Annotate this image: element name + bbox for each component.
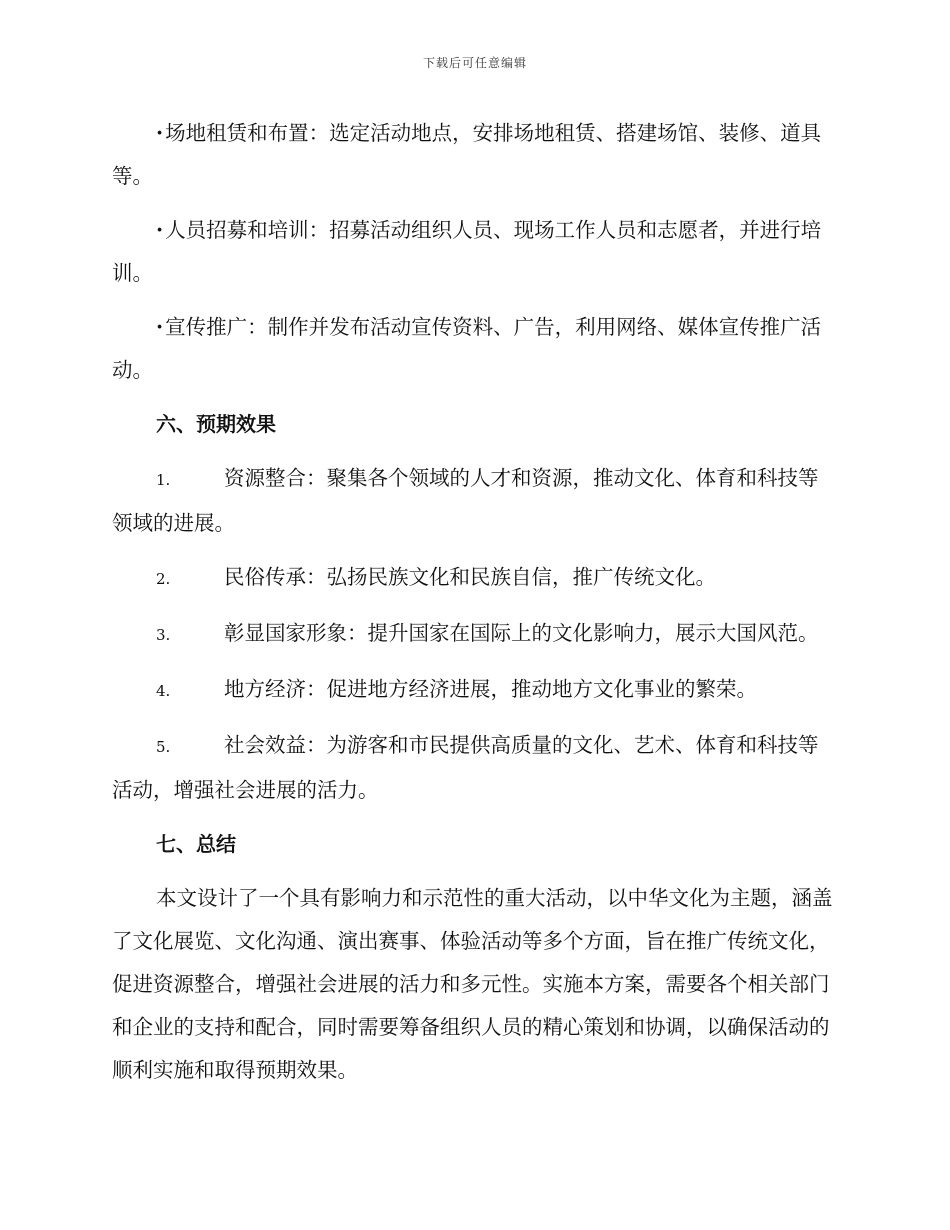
numbered-item	[112, 668, 836, 713]
bullet-text: 场地租赁和布置：选定活动地点，安排场地租赁、搭建场馆、装修、道具等。	[112, 121, 822, 188]
item-text: 民俗传承：弘扬民族文化和民族自信，推广传统文化。	[224, 565, 716, 589]
item-text: 资源整合：聚集各个领域的人才和资源，推动文化、体育和科技等领域的进展。	[112, 466, 819, 535]
item-number: 3.	[156, 626, 171, 644]
section-heading-summary: 七、总结	[156, 832, 236, 856]
item-number: 5.	[156, 738, 171, 756]
item-text: 社会效益：为游客和市民提供高质量的文化、艺术、体育和科技等活动，增强社会进展的活力。	[112, 733, 819, 802]
page-header: 下载后可任意编辑	[422, 56, 527, 70]
numbered-item	[112, 457, 836, 545]
summary-paragraph: 本文设计了一个具有影响力和示范性的重大活动，以中华文化为主题，涵盖了文化展览、文化沟通、演出赛事、体验活动等多个方面，旨在推广传统文化，促进资源整合，增强社会进展的活力和多元性。实施本方案，需要各个相关部门和企业的支持和配合，同时需要筹备组织人员的精心策划和协调，以确保活动的顺利实施和取得预期效果。	[112, 886, 833, 1082]
item-text: 彰显国家形象：提升国家在国际上的文化影响力，展示大国风范。	[224, 621, 819, 645]
bullet-paragraph	[112, 209, 836, 295]
bullet-text: 宣传推广：制作并发布活动宣传资料、广告，利用网络、媒体宣传推广活动。	[112, 315, 822, 382]
bullet-dot-icon: ·	[156, 121, 164, 145]
numbered-item	[112, 612, 836, 657]
bullet-paragraph	[112, 306, 836, 392]
item-text: 地方经济：促进地方经济进展，推动地方文化事业的繁荣。	[224, 677, 757, 701]
bullet-text: 人员招募和培训：招募活动组织人员、现场工作人员和志愿者，并进行培训。	[112, 218, 822, 285]
bullet-dot-icon: ·	[156, 315, 164, 339]
bullet-dot-icon: ·	[156, 218, 164, 242]
item-number: 4.	[156, 682, 171, 700]
bullet-paragraph	[112, 112, 836, 198]
numbered-item	[112, 556, 836, 601]
page-content	[112, 112, 836, 1092]
section-heading-expected-effects: 六、预期效果	[156, 412, 276, 436]
numbered-item	[112, 724, 836, 812]
item-number: 2.	[156, 570, 171, 588]
item-number: 1.	[156, 471, 171, 489]
